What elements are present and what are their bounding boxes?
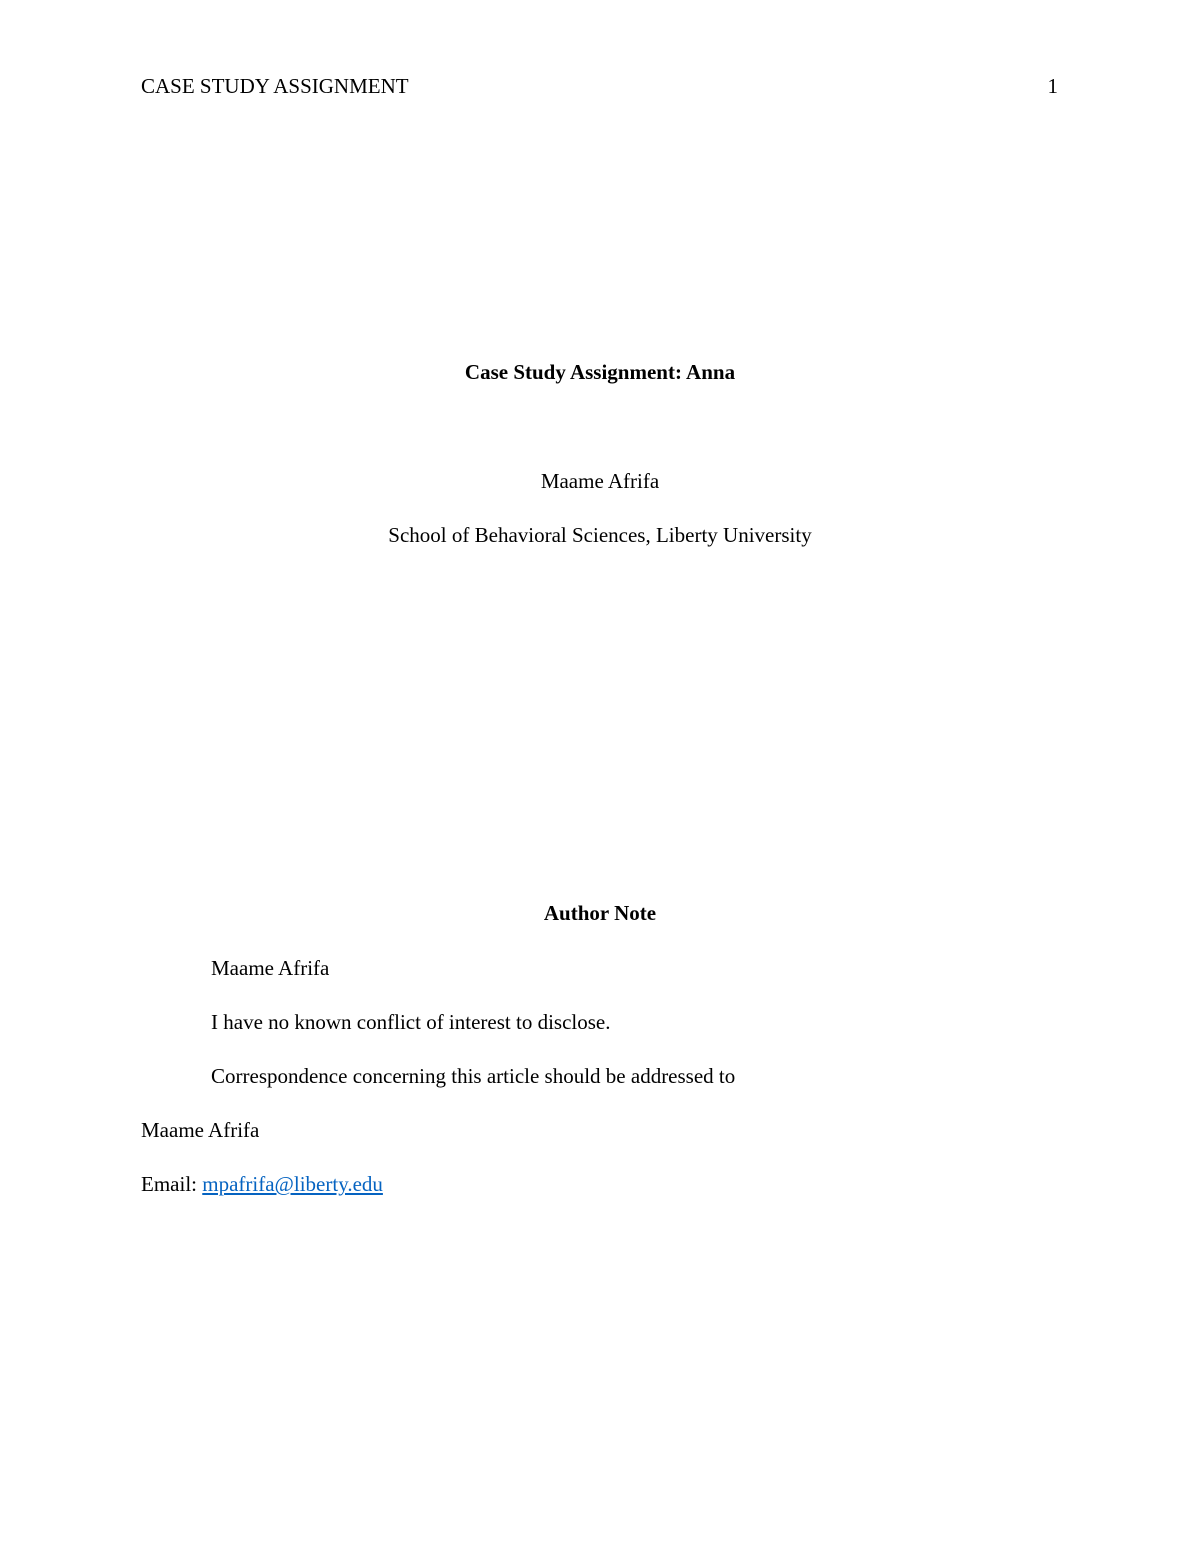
running-head: CASE STUDY ASSIGNMENT bbox=[141, 74, 409, 98]
page-number: 1 bbox=[1047, 74, 1058, 98]
author-note-heading: Author Note bbox=[543, 901, 657, 925]
paper-title: Case Study Assignment: Anna bbox=[464, 360, 736, 384]
author-note-name: Maame Afrifa bbox=[211, 956, 330, 980]
correspondence-statement: Correspondence concerning this article should be addressed to bbox=[211, 1064, 736, 1088]
author-name: Maame Afrifa bbox=[540, 469, 660, 493]
email-label: Email: bbox=[141, 1172, 197, 1196]
conflict-disclosure: I have no known conflict of interest to disclose. bbox=[211, 1010, 611, 1034]
author-affiliation: School of Behavioral Sciences, Liberty University bbox=[388, 523, 812, 547]
contact-name: Maame Afrifa bbox=[141, 1118, 260, 1142]
email-link[interactable]: mpafrifa@liberty.edu bbox=[202, 1172, 383, 1196]
email-line bbox=[141, 1171, 383, 1197]
